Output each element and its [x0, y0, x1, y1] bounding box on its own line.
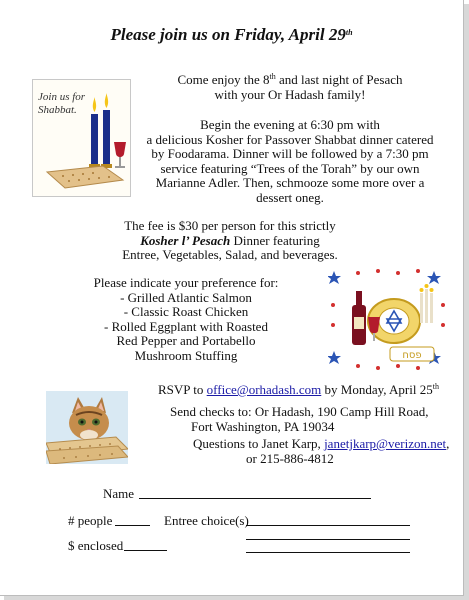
entree-label: Entree choice(s) — [164, 513, 249, 528]
rsvp-email-link[interactable]: office@orhadash.com — [206, 382, 322, 397]
entree-blank-3[interactable] — [246, 552, 410, 553]
enclosed-blank[interactable] — [124, 550, 167, 551]
questions-contact: Questions to Janet Karp, janetjkarp@verizon.net, or 215-886-4812 — [193, 436, 450, 466]
questions-email-link[interactable]: janetjkarp@verizon.net — [324, 436, 447, 451]
fee-text: The fee is $30 per person for this strictly Kosher l’ Pesach Dinner featuring Entree, Vegetables, Salad, and beverages. — [122, 218, 338, 263]
entree-blank-2[interactable] — [246, 539, 410, 540]
passover-seder-image — [328, 265, 448, 373]
page-shadow-right — [464, 4, 469, 600]
people-blank[interactable] — [115, 525, 150, 526]
page-title: Please join us on Friday, April 29th — [110, 25, 353, 44]
people-label: # people — [68, 513, 113, 528]
shabbat-candles-image — [32, 79, 131, 197]
checks-address: Send checks to: Or Hadash, 190 Camp Hill Road, Fort Washington, PA 19034 — [170, 404, 429, 434]
pesach-hebrew-label: פסח — [402, 350, 422, 361]
svg-text:Shabbat.: Shabbat. — [38, 104, 77, 116]
entree-blank-1[interactable] — [246, 525, 410, 526]
kitten-matzah-image — [46, 391, 128, 464]
name-blank[interactable] — [139, 498, 371, 499]
preference-list: Please indicate your preference for: - Grilled Atlantic Salmon - Classic Roast Chicken - Rolled Eggplant with Roasted Red Pepper and Portabello Mushroom Stuffing — [93, 275, 279, 363]
name-label: Name — [103, 486, 135, 501]
svg-text:Join us for: Join us for — [38, 91, 86, 103]
event-description: Begin the evening at 6:30 pm with a delicious Kosher for Passover Shabbat dinner catered by Foodarama. Dinner will be followed by a 7:30 pm service featuring “Trees of the Torah” by our own Marianne Adler. Then, schmooze some more over a dessert oneg. — [146, 117, 434, 205]
intro-text: Come enjoy the 8th and last night of Pesach with your Or Hadash family! — [177, 72, 403, 102]
page-shadow-bottom — [4, 596, 469, 600]
enclosed-label: $ enclosed — [68, 538, 124, 553]
rsvp-line: RSVP to office@orhadash.com by Monday, April 25th — [158, 382, 439, 397]
